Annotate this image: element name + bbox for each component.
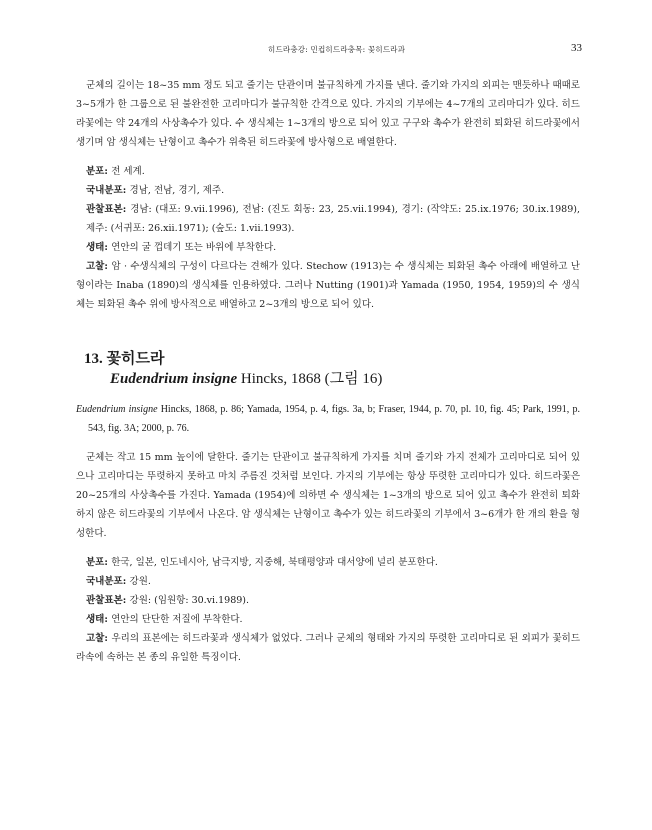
species-korean-distribution-text: 강원. bbox=[129, 576, 151, 587]
species-distribution-label: 분포 bbox=[86, 557, 105, 568]
page-header bbox=[0, 44, 652, 60]
running-head: 히드라충강: 민컵히드라충목: 꽃히드라과 bbox=[268, 45, 406, 54]
species-distribution-field: 분포: 한국, 일본, 인도네시아, 남극지방, 지중해, 북태평양과 대서양에 널리 분포한다. bbox=[86, 557, 438, 568]
distribution-text: 전 세계. bbox=[111, 166, 145, 177]
species-remarks-field: 고찰: 우리의 표본에는 히드라꽃과 생식체가 없었다. 그러나 군체의 형태와 가지의 뚜렷한 고리마디로 된 외피가 꽃히드라속에 속하는 본 종의 유일한 특징이다. bbox=[76, 633, 580, 663]
synonymy-refs: Hincks, 1868, p. 86; Yamada, 1954, p. 4, figs. 3a, b; Fraser, 1944, p. 70, pl. 10, fig. 45; Park, 1991, p. 543, fig. 3A; 2000, p. 76. bbox=[88, 404, 580, 434]
synonymy-paragraph bbox=[76, 400, 580, 438]
section-heading: 13. 꽃히드라 bbox=[84, 351, 165, 367]
species-specimens-field: 관찰표본: 강원: (임원항: 30.vi.1989). bbox=[86, 595, 250, 606]
page-body bbox=[76, 76, 580, 667]
korean-distribution-label: 국내분포 bbox=[86, 185, 123, 196]
species-korean-distribution-label: 국내분포 bbox=[86, 576, 123, 587]
species-specimens-label: 관찰표본 bbox=[86, 595, 123, 606]
remarks-field: 고찰: 암 · 수생식체의 구성이 다르다는 견해가 있다. Stechow (1913)는 수 생식체는 퇴화된 촉수 아래에 배열하고 난형이라는 Inaba (1890)의 생식체를 인용하였다. 그러나 Nutting (1901)과 Yamada (1950, 1954, 1959)의 수 생식체는 퇴화된 촉수 위에 방사적으로 배열하고 2~3개의 방으로 되어 있다. bbox=[76, 261, 580, 310]
page-number: 33 bbox=[571, 42, 582, 54]
species-korean-distribution-field: 국내분포: 강원. bbox=[86, 576, 151, 587]
specimens-text: 경남: (대포: 9.vii.1996), 전남: (진도 회동: 23, 25.vii.1994), 경기: (작약도: 25.ix.1976; 30.ix.1989), 제주: (서귀포: 26.xii.1971); (숲도: 1.vii.1993). bbox=[86, 204, 580, 234]
korean-distribution-field: 국내분포: 경남, 전남, 경기, 제주. bbox=[86, 185, 225, 196]
species-authority: Hincks, 1868 (그림 16) bbox=[240, 371, 383, 387]
species-ecology-label: 생태 bbox=[86, 614, 105, 625]
species-title bbox=[110, 369, 580, 390]
remarks-label: 고찰 bbox=[86, 261, 105, 272]
species-scientific-name: Eudendrium insigne bbox=[110, 371, 238, 387]
synonymy-name: Eudendrium insigne bbox=[76, 404, 158, 415]
species-description-paragraph: 군체는 작고 15 mm 높이에 달한다. 줄기는 단관이고 불규칙하게 가지를 치며 줄기와 가지 전체가 고리마디로 되어 있으나 고리마디는 뚜렷하지 못하고 마치 주름진 것처럼 보인다. 가지의 기부에는 항상 뚜렷한 고리마디가 있다. 히드라꽃은 20~25개의 사상촉수를 가진다. Yamada (1954)에 의하면 수 생식체는 1~3개의 방으로 되어 있고 촉수가 완전히 퇴화하지 않은 히드라꽃의 기부에서 나온다. 암 생식체는 난형이고 촉수가 있는 히드라꽃의 기부에서 3~6개가 한 개의 환을 형성한다. bbox=[76, 452, 580, 539]
remarks-text: 암 · 수생식체의 구성이 다르다는 견해가 있다. Stechow (1913)는 수 생식체는 퇴화된 촉수 아래에 배열하고 난형이라는 Inaba (1890)의 생식체를 인용하였다. 그러나 Nutting (1901)과 Yamada (1950, 1954, 1959)의 수 생식체는 퇴화된 촉수 위에 방사적으로 배열하고 2~3개의 방으로 되어 있다. bbox=[76, 261, 580, 310]
species-remarks-label: 고찰 bbox=[86, 633, 105, 644]
korean-distribution-text: 경남, 전남, 경기, 제주. bbox=[129, 185, 225, 196]
ecology-field: 생태: 연안의 굴 껍데기 또는 바위에 부착한다. bbox=[86, 242, 277, 253]
species-ecology-field: 생태: 연안의 단단한 저질에 부착한다. bbox=[86, 614, 243, 625]
ecology-label: 생태 bbox=[86, 242, 105, 253]
specimens-label: 관찰표본 bbox=[86, 204, 123, 215]
species-ecology-text: 연안의 단단한 저질에 부착한다. bbox=[111, 614, 243, 625]
specimens-field: 관찰표본: 경남: (대포: 9.vii.1996), 전남: (진도 회동: 23, 25.vii.1994), 경기: (작약도: 25.ix.1976; 30.ix.1989), 제주: (서귀포: 26.xii.1971); (숲도: 1.vii.1993). bbox=[86, 204, 580, 234]
ecology-text: 연안의 굴 껍데기 또는 바위에 부착한다. bbox=[111, 242, 277, 253]
species-remarks-text: 우리의 표본에는 히드라꽃과 생식체가 없었다. 그러나 군체의 형태와 가지의 뚜렷한 고리마디로 된 외피가 꽃히드라속에 속하는 본 종의 유일한 특징이다. bbox=[76, 633, 580, 663]
intro-description-paragraph: 군체의 길이는 18~35 mm 정도 되고 줄기는 단관이며 불규칙하게 가지를 낸다. 줄기와 가지의 외피는 맨듯하나 때때로 3~5개가 한 그룹으로 된 불완전한 고리마디가 불규칙한 간격으로 있다. 가지의 기부에는 4~7개의 고리마디가 있다. 히드라꽃에는 약 24개의 사상촉수가 있다. 수 생식체는 1~3개의 방으로 되어 있고 구구와 촉수가 완전히 퇴화된 히드라꽃에서 생기며 암 생식체는 난형이고 촉수가 위축된 히드라꽃에 방사형으로 배열한다. bbox=[76, 80, 580, 148]
distribution-field: 분포: 전 세계. bbox=[86, 166, 145, 177]
species-specimens-text: 강원: (임원항: 30.vi.1989). bbox=[129, 595, 250, 606]
distribution-label: 분포 bbox=[86, 166, 105, 177]
species-distribution-text: 한국, 일본, 인도네시아, 남극지방, 지중해, 북태평양과 대서양에 널리 분포한다. bbox=[111, 557, 438, 568]
species-fields bbox=[76, 553, 580, 667]
prev-species-fields bbox=[76, 162, 580, 314]
